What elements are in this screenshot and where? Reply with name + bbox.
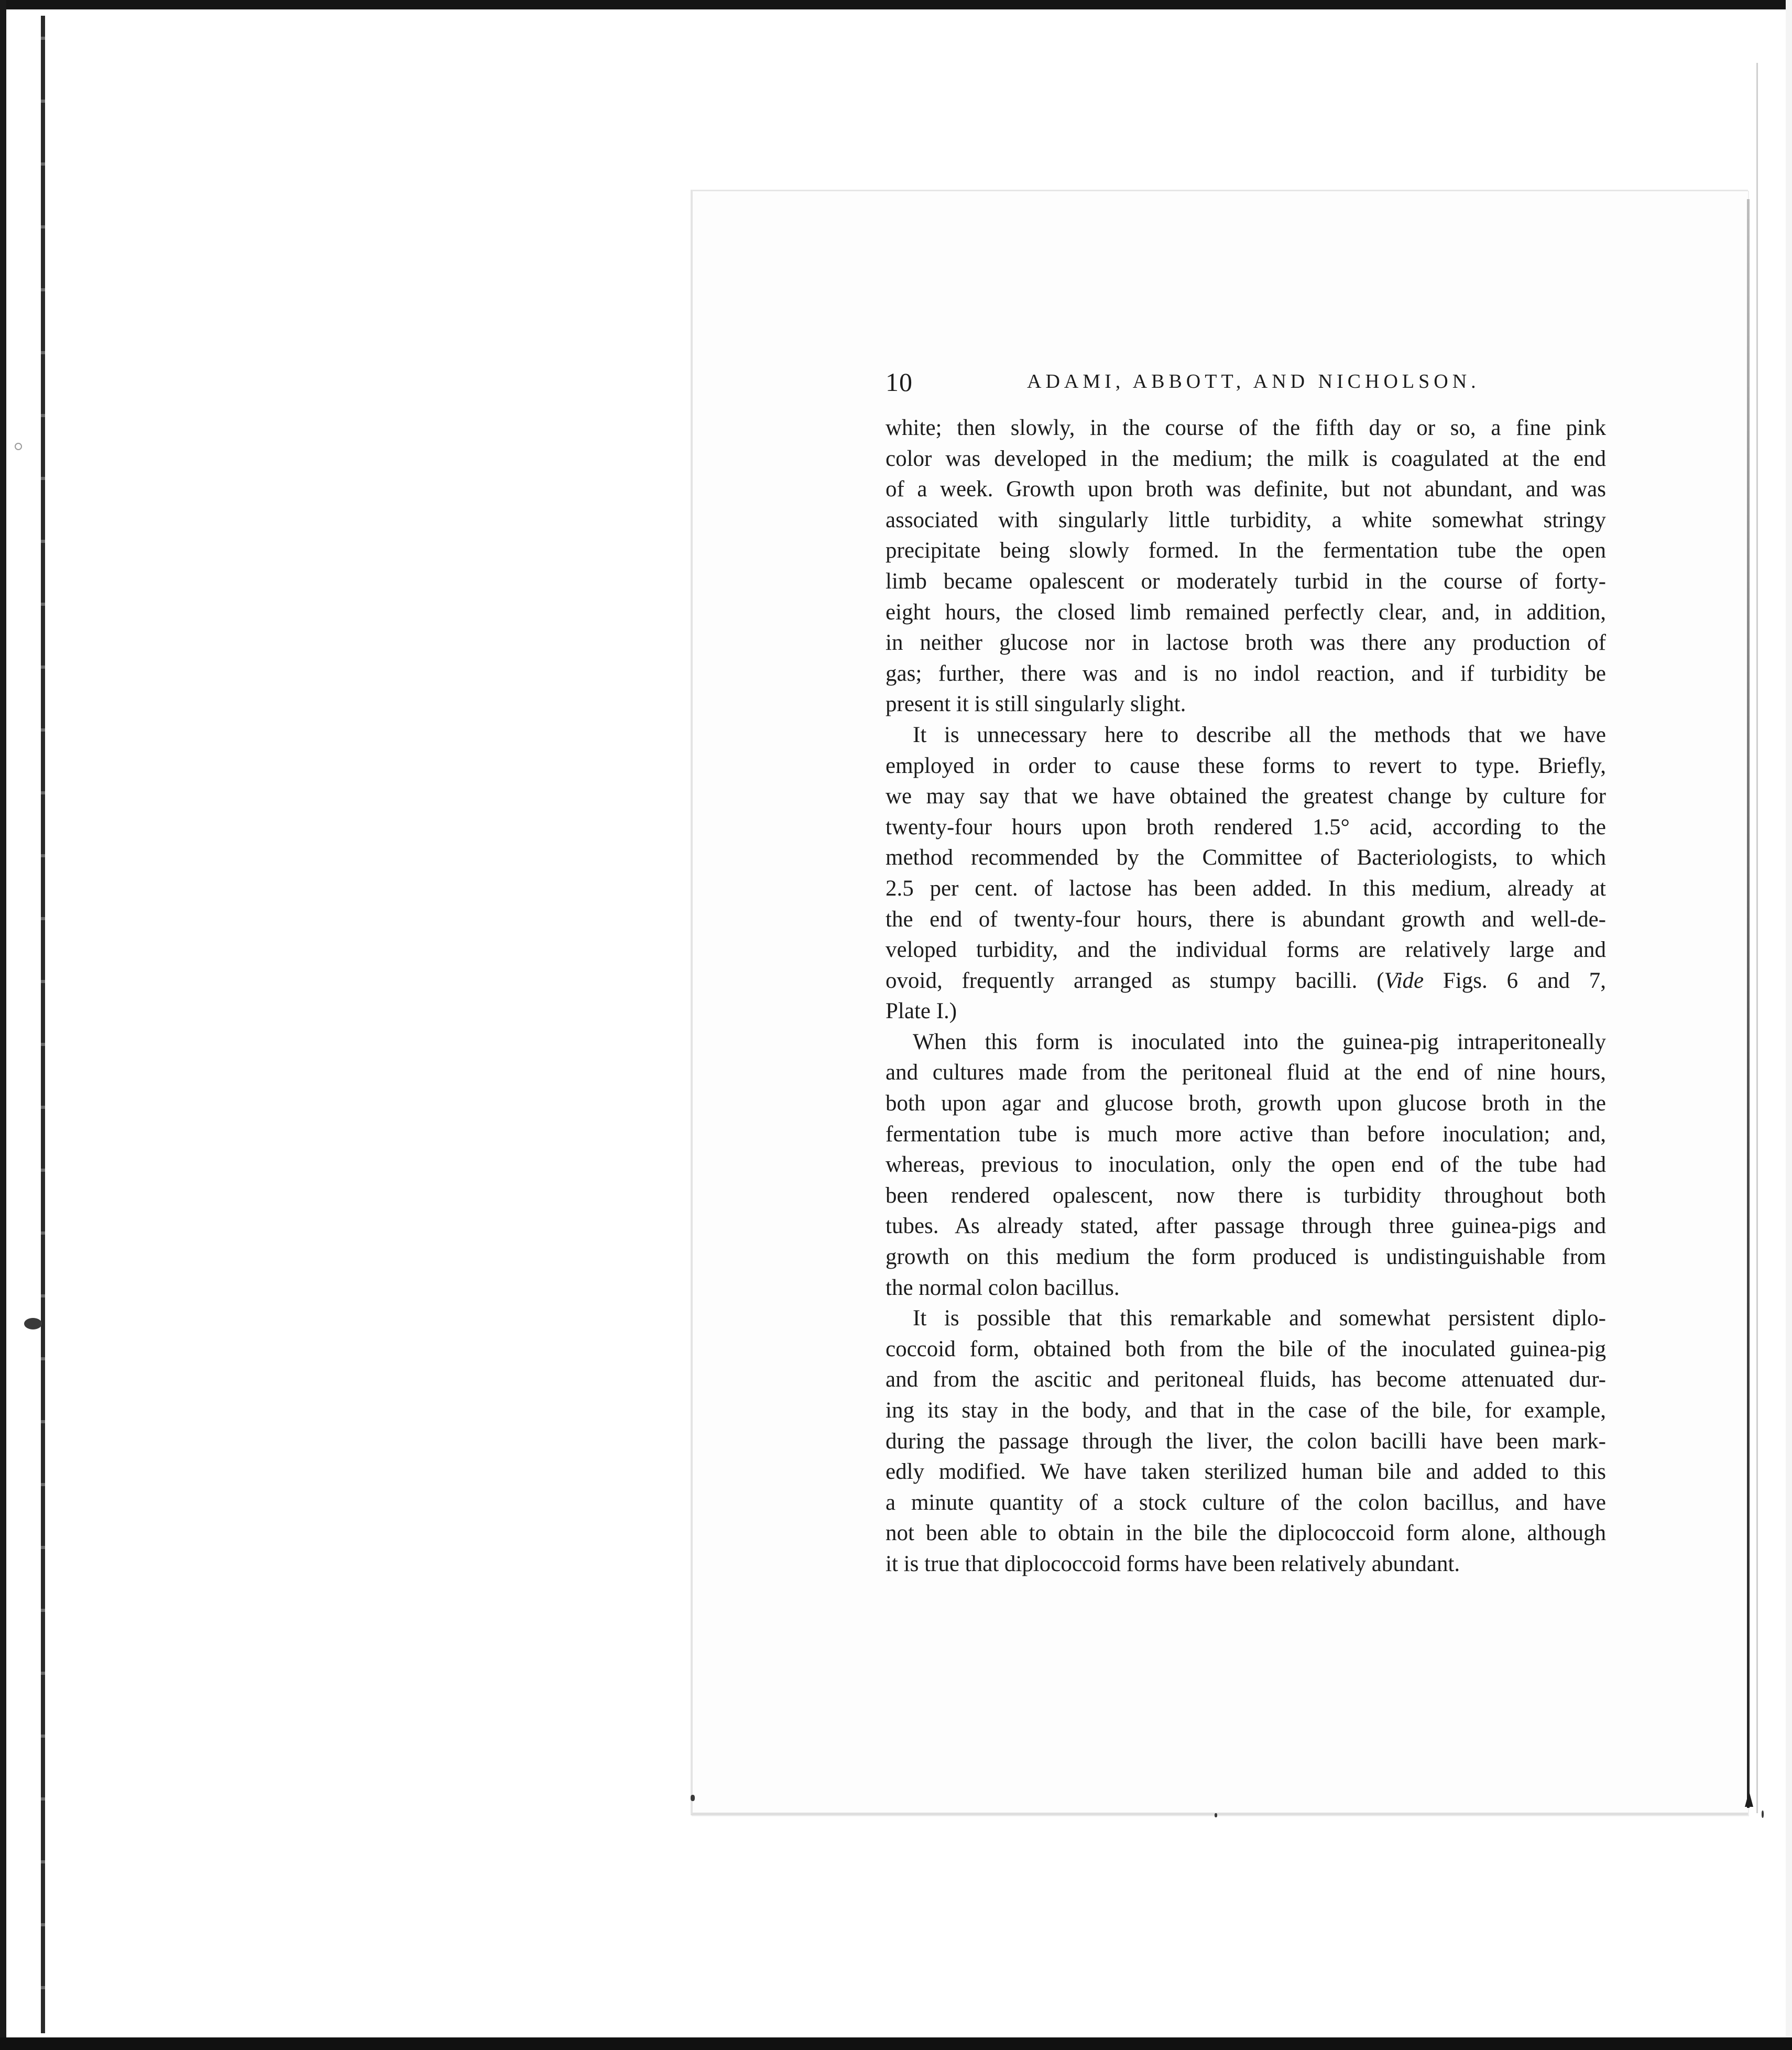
scan-blemish <box>24 1318 42 1329</box>
text-line: in neither glucose nor in lactose broth was there any production of <box>886 630 1606 656</box>
text-line: eight hours, the closed limb remained perfectly clear, and, in addition, <box>886 599 1606 625</box>
text-line: during the passage through the liver, the colon bacilli have been mark- <box>886 1429 1606 1454</box>
scan-left-edge <box>0 0 6 2050</box>
italic-term: Vide <box>1384 968 1424 993</box>
scan-right-edge <box>1786 0 1792 2050</box>
text-line: white; then slowly, in the course of the fifth day or so, a fine pink <box>886 416 1606 440</box>
text-line: coccoid form, obtained both from the bile of the inoculated guinea-pig <box>886 1336 1606 1361</box>
text-line: the normal colon bacillus. <box>886 1275 1120 1300</box>
scan-left-binding-edge <box>41 16 45 2033</box>
text-line: It is possible that this remarkable and somewhat persistent diplo- <box>913 1306 1606 1331</box>
scan-top-edge <box>0 0 1792 9</box>
text-line: and cultures made from the peritoneal fluid at the end of nine hours, <box>886 1060 1606 1085</box>
sheet-outer-edge <box>1756 63 1758 1813</box>
text-line: tubes. As already stated, after passage through three guinea-pigs and <box>886 1214 1606 1239</box>
scan-speck <box>691 1795 695 1801</box>
text-line: color was developed in the medium; the milk is coagulated at the end <box>886 446 1606 471</box>
scan-blemish <box>15 443 22 450</box>
text-line: 2.5 per cent. of lactose has been added. In this medium, already at <box>886 876 1606 901</box>
running-head <box>886 367 1611 398</box>
body-text <box>886 413 1606 1580</box>
text-run: Figs. 6 and 7, <box>1424 968 1606 993</box>
text-line: of a week. Growth upon broth was definite, but not abundant, and was <box>886 477 1606 502</box>
text-line: both upon agar and glucose broth, growth upon glucose broth in the <box>886 1091 1606 1116</box>
paragraph <box>886 720 1606 1027</box>
scan-bottom-edge <box>0 2037 1792 2050</box>
text-line: associated with singularly little turbidity, a white somewhat stringy <box>886 507 1606 532</box>
text-line: It is unnecessary here to describe all the methods that we have <box>913 722 1606 747</box>
corner-mark <box>1745 1791 1753 1807</box>
text-line: Plate I.) <box>886 999 957 1024</box>
text-line: edly modified. We have taken sterilized human bile and added to this <box>886 1459 1606 1485</box>
scan-speck <box>1215 1813 1217 1817</box>
text-line: veloped turbidity, and the individual forms are relatively large and <box>886 937 1606 963</box>
text-line: been rendered opalescent, now there is turbidity throughout both <box>886 1183 1606 1208</box>
text-line: gas; further, there was and is no indol reaction, and if turbidity be <box>886 661 1606 686</box>
text-line-with-italic <box>886 966 1606 997</box>
text-line: limb became opalescent or moderately turbid in the course of forty- <box>886 569 1606 594</box>
text-line: employed in order to cause these forms to revert to type. Briefly, <box>886 753 1606 778</box>
paragraph <box>886 413 1606 720</box>
text-line: present it is still singularly slight. <box>886 692 1186 717</box>
text-line: precipitate being slowly formed. In the fermentation tube the open <box>886 538 1606 563</box>
text-line: ing its stay in the body, and that in the case of the bile, for example, <box>886 1398 1606 1423</box>
text-line: it is true that diplococcoid forms have been relatively abundant. <box>886 1551 1460 1576</box>
text-line: and from the ascitic and peritoneal fluids, has become attenuated dur- <box>886 1367 1606 1392</box>
paragraph <box>886 1027 1606 1303</box>
paragraph <box>886 1303 1606 1579</box>
text-line: twenty-four hours upon broth rendered 1.5° acid, according to the <box>886 814 1606 839</box>
sheet-right-edge <box>1747 199 1750 1808</box>
scan-speck <box>1762 1811 1764 1818</box>
text-line: method recommended by the Committee of Bacteriologists, to which <box>886 845 1606 870</box>
text-line: When this form is inoculated into the guinea-pig intraperitoneally <box>913 1029 1606 1054</box>
page-number: 10 <box>886 367 913 397</box>
text-run: ovoid, frequently arranged as stumpy bacilli. ( <box>886 968 1384 993</box>
text-line: not been able to obtain in the bile the diplococcoid form alone, although <box>886 1521 1606 1546</box>
text-line: a minute quantity of a stock culture of the colon bacillus, and have <box>886 1490 1606 1515</box>
text-line: fermentation tube is much more active than before inoculation; and, <box>886 1121 1606 1147</box>
text-line: the end of twenty-four hours, there is abundant growth and well-de- <box>886 907 1606 932</box>
text-line: whereas, previous to inoculation, only the open end of the tube had <box>886 1152 1606 1177</box>
running-title: ADAMI, ABBOTT, AND NICHOLSON. <box>1027 370 1480 392</box>
text-line: we may say that we have obtained the greatest change by culture for <box>886 784 1606 809</box>
text-line: growth on this medium the form produced is undistinguishable from <box>886 1245 1606 1270</box>
